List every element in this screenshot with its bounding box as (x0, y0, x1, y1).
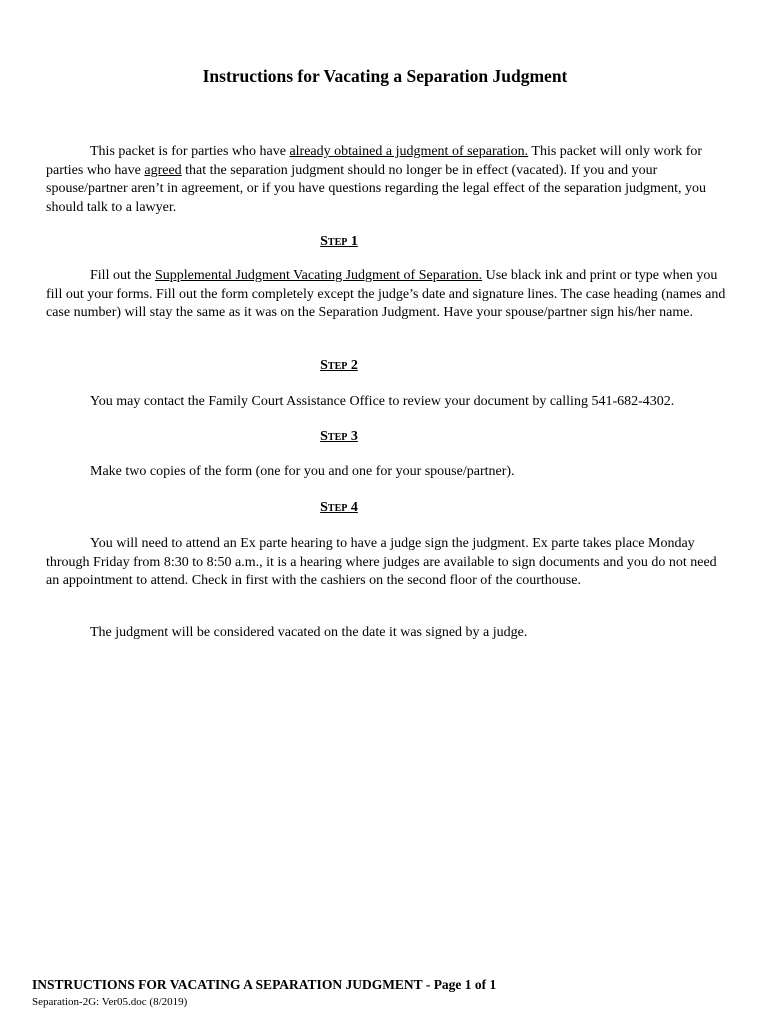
intro-text-2: This packet will only work for parties who have (46, 144, 703, 178)
intro-text-3: that the separation judgment should no longer be in effect (vacated). If you and your spouse/partner aren’t in agreement, or if you have questions regarding the legal effect of the separation judgment, you should talk to a lawyer. (46, 162, 706, 215)
intro-underlined-judgment: already obtained a judgment of separation. (289, 144, 529, 159)
footer-title: INSTRUCTIONS FOR VACATING A SEPARATION JUDGMENT - Page 1 of 1 (32, 977, 497, 992)
closing-paragraph: The judgment will be considered vacated on the date it was signed by a judge. (90, 625, 528, 640)
document-title: Instructions for Vacating a Separation Judgment (202, 66, 568, 86)
step-3-paragraph: Make two copies of the form (one for you and one for your spouse/partner). (90, 464, 515, 479)
step-1-text-1: Fill out the (90, 268, 155, 283)
step-1-heading: Step 1 (320, 234, 358, 249)
step-4-heading: Step 4 (320, 500, 358, 515)
step-1-text-2: Use black ink and print or type when you fill out your forms. Fill out the form completely except the judge’s date and signature lines. The case heading (names and case number) will stay the same as it was on the Separation Judgment. Have your spouse/partner sign his/her name. (46, 268, 726, 321)
intro-underlined-agreed: agreed (144, 162, 182, 178)
intro-text-1: This packet is for parties who have (90, 144, 290, 159)
step-2-heading: Step 2 (320, 358, 358, 373)
step-2-paragraph: You may contact the Family Court Assistance Office to review your document by calling 541-682-4302. (90, 394, 675, 409)
step-1-form-name: Supplemental Judgment Vacating Judgment of Separation. (154, 268, 483, 283)
step-4-paragraph: You will need to attend an Ex parte hearing to have a judge sign the judgment. Ex parte takes place Monday through Friday from 8:30 to 8:50 a.m., it is a hearing where judges are available to sign documents and you do not need an appointment to attend. Check in first with the cashiers on the second floor of the courthouse. (46, 536, 717, 589)
intro-paragraph (46, 143, 726, 217)
step-1-paragraph (46, 267, 726, 323)
footer-version: Separation-2G: Ver05.doc (8/2019) (32, 996, 188, 1008)
step-3-heading: Step 3 (320, 429, 358, 444)
